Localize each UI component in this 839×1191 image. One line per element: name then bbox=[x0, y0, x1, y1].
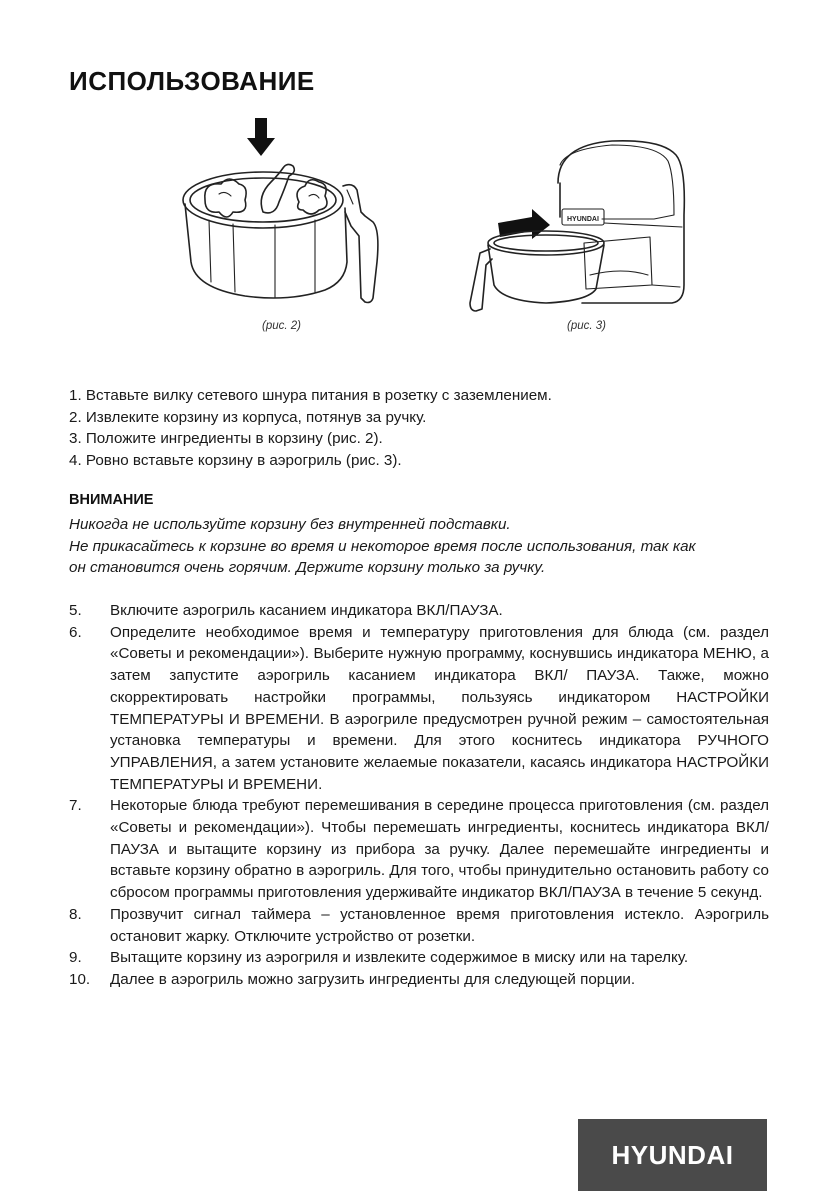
brand-logo-text: HYUNDAI bbox=[611, 1139, 734, 1170]
step-text: Прозвучит сигнал таймера – установленное время приготовления истекло. Аэрогриль остановит жарку. Отключите устройство от розетки. bbox=[110, 905, 769, 945]
figure-basket-food bbox=[175, 112, 390, 312]
figure-air-fryer-insert bbox=[462, 135, 694, 317]
warning-line: он становится очень горячим. Держите корзину только за ручку. bbox=[69, 559, 546, 576]
list-item bbox=[69, 795, 769, 904]
step-number: 5. bbox=[69, 602, 82, 619]
step-text: Некоторые блюда требуют перемешивания в середине процесса приготовления (см. раздел «Советы и рекомендации»). Чтобы перемешать ингредиенты, коснитесь индикатора ВКЛ/ПАУЗА и вытащите корзину из прибора за ручку. Далее перемешайте ингредиенты и вставьте корзину обратно в аэрогриль. Для того, чтобы принудительно остановить работу со сбросом программы приготовления удерживайте индикатор ВКЛ/ПАУЗА в течение 5 секунд. bbox=[110, 797, 769, 902]
warning-line: Не прикасайтесь к корзине во время и некоторое время после использования, так как bbox=[69, 537, 696, 555]
appliance-label: HYUNDAI bbox=[567, 216, 599, 223]
instruction-list-basic bbox=[69, 385, 789, 471]
list-item bbox=[69, 600, 769, 622]
list-item bbox=[69, 904, 769, 947]
page-title: ИСПОЛЬЗОВАНИЕ bbox=[69, 66, 315, 96]
step-number: 10. bbox=[69, 970, 91, 988]
step-text: Вытащите корзину из аэрогриля и извлеките содержимое в миску или на тарелку. bbox=[110, 949, 689, 967]
list-item bbox=[69, 622, 769, 796]
arrow-down-icon bbox=[247, 118, 275, 156]
list-item: 1. Вставьте вилку сетевого шнура питания в розетку с заземлением. bbox=[69, 387, 552, 404]
step-text: Включите аэрогриль касанием индикатора ВКЛ/ПАУЗА. bbox=[110, 602, 503, 619]
instruction-list-operation bbox=[69, 600, 769, 991]
warning-text bbox=[69, 514, 789, 579]
list-item: 2. Извлеките корзину из корпуса, потянув за ручку. bbox=[69, 408, 427, 426]
list-item: 3. Положите ингредиенты в корзину (рис. 2). bbox=[69, 430, 383, 447]
brand-logo bbox=[578, 1119, 767, 1191]
step-text: Определите необходимое время и температуру приготовления для блюда (см. раздел «Советы и рекомендации»). Выберите нужную программу, коснувшись индикатора МЕНЮ, а затем запустите аэрогриль касанием индикатора ВКЛ/ ПАУЗА. Также, можно скорректировать настройки программы, пользуясь индикатором НАСТРОЙКИ ТЕМПЕРАТУРЫ И ВРЕМЕНИ. В аэрогриле предусмотрен ручной режим – самостоятельная установка температуры и времени. Для этого коснитесь индикатора РУЧНОГО УПРАВЛЕНИЯ, а затем установите желаемые показатели, касаясь индикатора НАСТРОЙКИ ТЕМПЕРАТУРЫ И ВРЕМЕНИ. bbox=[110, 623, 769, 793]
warning-line: Никогда не используйте корзину без внутренней подставки. bbox=[69, 516, 511, 533]
step-number: 6. bbox=[69, 623, 82, 641]
step-text: Далее в аэрогриль можно загрузить ингредиенты для следующей порции. bbox=[110, 970, 636, 988]
figure-caption: (рис. 3) bbox=[567, 320, 606, 332]
list-item: 4. Ровно вставьте корзину в аэрогриль (рис. 3). bbox=[69, 451, 402, 469]
list-item bbox=[69, 969, 769, 991]
step-number: 9. bbox=[69, 949, 82, 967]
step-number: 7. bbox=[69, 797, 82, 815]
list-item bbox=[69, 947, 769, 969]
figure-caption: (рис. 2) bbox=[262, 320, 301, 332]
warning-heading: ВНИМАНИЕ bbox=[69, 492, 154, 508]
step-number: 8. bbox=[69, 905, 82, 923]
